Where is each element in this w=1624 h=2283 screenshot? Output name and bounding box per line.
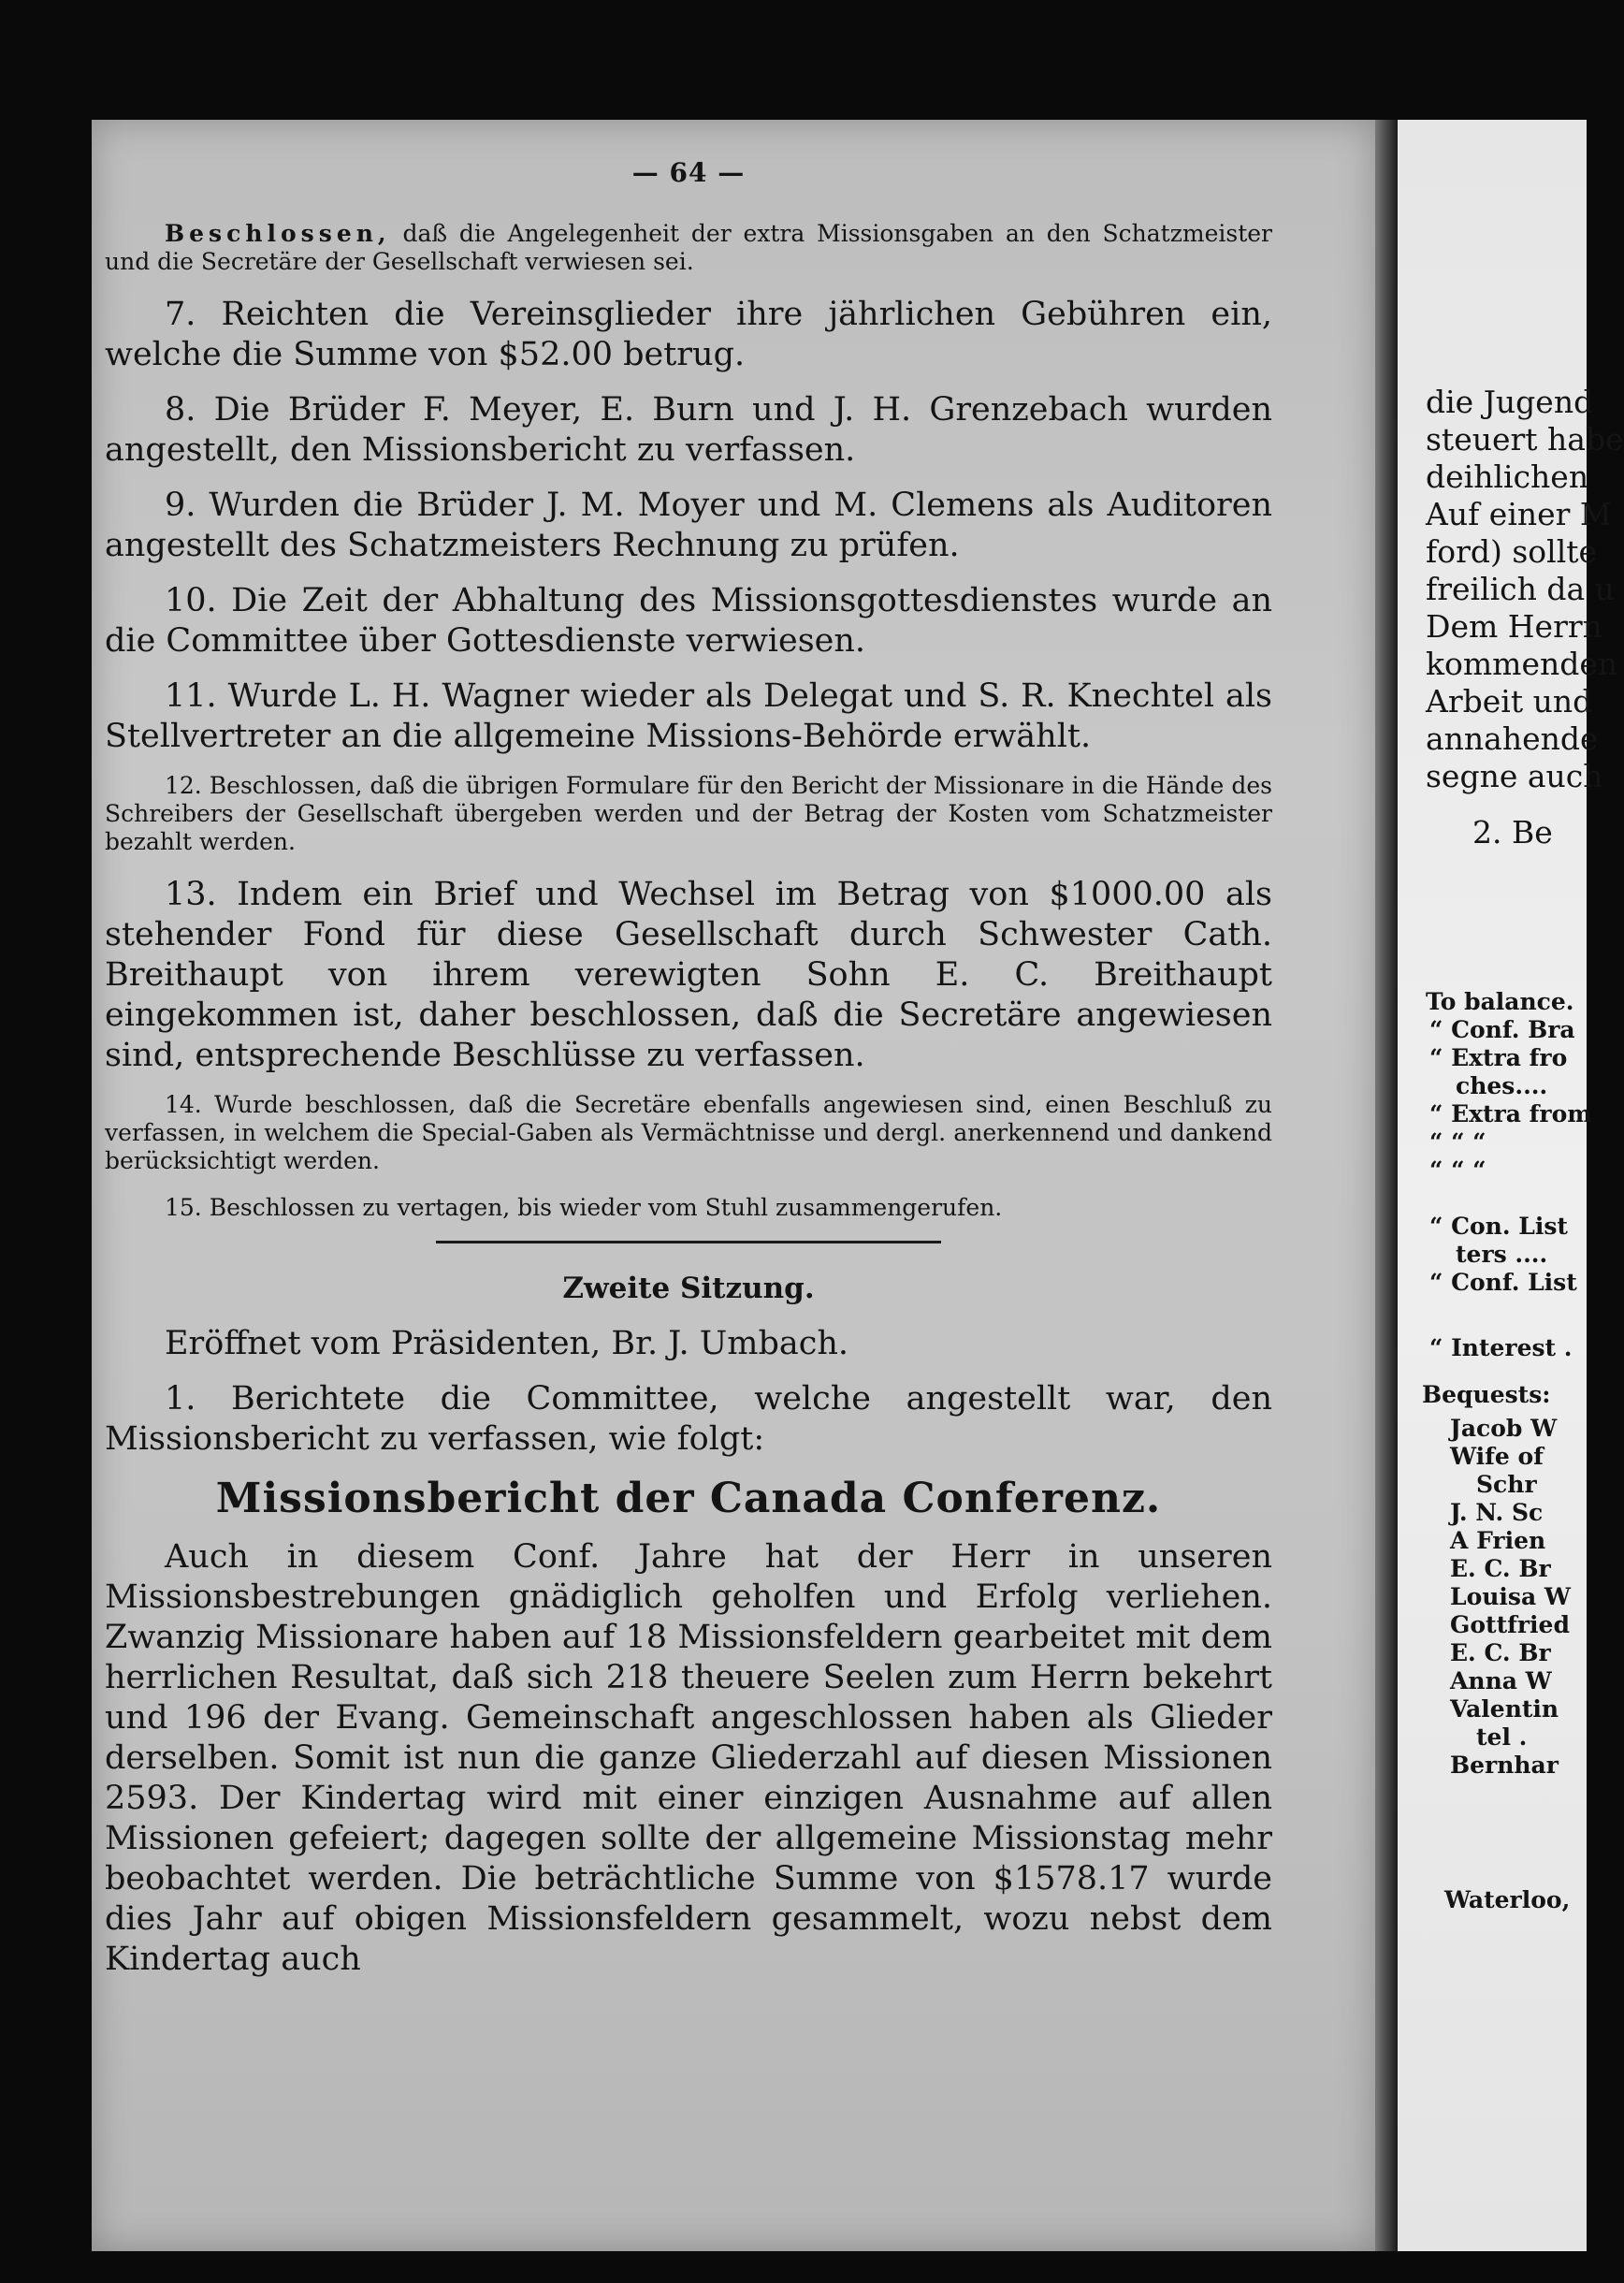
paragraph-14: 14. Wurde beschlossen, daß die Secretäre ebenfalls angewiesen sind, einen Beschluß zu verfassen, in welchem die Special-Gaben als Vermächtnisse und dergl. anerkennend und dankend berücksichtigt werden. [105,1091,1272,1174]
paragraph-7: 7. Reichten die Vereinsglieder ihre jährlichen Gebühren ein, welche die Summe von $52.00 betrug. [105,296,1272,373]
right-page-account-line: Gottfried [1450,1611,1570,1638]
right-page-account-line: “ Extra fro [1429,1044,1568,1071]
right-page-account-line: “ Interest . [1429,1334,1573,1361]
right-page-account-line: A Frien [1450,1527,1546,1554]
book-gutter [1375,120,1398,2251]
right-page-account-line: “ “ “ [1429,1128,1486,1156]
right-page-account-line: E. C. Br [1450,1639,1551,1666]
paragraph-resolution-missions [105,220,1272,276]
paragraph-15: 15. Beschlossen zu vertagen, bis wieder vom Stuhl zusammengerufen. [165,1194,1003,1221]
right-page-account-line: ches.... [1456,1072,1548,1099]
section-divider [436,1241,941,1243]
right-page-account-line: E. C. Br [1450,1555,1551,1582]
right-page-account-line: “ Con. List [1429,1213,1568,1240]
right-page-german-line: Arbeit und [1426,683,1593,720]
right-page-german-line: steuert habe [1426,421,1624,458]
right-page-account-line: “ “ “ [1429,1156,1486,1184]
right-page-account-line: “ Extra from [1429,1100,1592,1127]
right-page-account-line: Wife of [1450,1443,1544,1470]
right-page-account-line: “ Conf. List [1429,1269,1577,1296]
right-page-german-line: ford) sollte [1426,533,1598,570]
right-page-german-line: segne auch [1426,758,1603,794]
right-page-account-line: Jacob W [1450,1415,1558,1442]
paragraph-12: 12. Beschlossen, daß die übrigen Formulare für den Bericht der Missionare in die Hände des Schreibers der Gesellschaft übergeben werden und der Betrag der Kosten vom Schatzmeister bezahlt werden. [105,772,1272,855]
right-page-account-line: “ Conf. Bra [1429,1016,1575,1043]
right-page-account-line: Bernhar [1450,1752,1559,1779]
report-text: Auch in diesem Conf. Jahre hat der Herr in unseren Missionsbestrebungen gnädiglich geholfen und Erfolg verliehen. Zwanzig Missionare haben auf 18 Missionsfeldern gearbeitet mit dem herrlichen Resultat, daß sich 218 theuere Seelen zum Herrn bekehrt und 196 der Evang. Gemeinschaft angeschlossen haben als Glieder derselben. Somit ist nun die ganze Gliederzahl auf diesen Missionen 2593. Der Kindertag wird mit einer einzigen Ausnahme auf allen Missionen gefeiert; dagegen sollte der allgemeine Missionstag mehr beobachtet werden. Die beträchtliche Summe von $1578.17 wurde dies Jahr auf obigen Missionsfeldern gesammelt, wozu nebst dem Kindertag auch [105,1538,1272,1978]
right-page-german-line: kommenden [1426,646,1618,682]
right-page-german-line: annahende [1426,720,1599,757]
right-page-account-line: Waterloo, [1444,1886,1571,1913]
right-page-account-line: tel . [1476,1723,1528,1751]
paragraph-11: 11. Wurde L. H. Wagner wieder als Delegat und S. R. Knechtel als Stellvertreter an die allgemeine Missions-Behörde erwählt. [105,677,1272,755]
report-intro: 1. Berichtete die Committee, welche angestellt war, den Missionsbericht zu verfassen, wie folgt: [105,1380,1272,1458]
right-page-account-line: ters .... [1456,1241,1548,1268]
page-number: — 64 — [631,157,746,188]
paragraph-13: 13. Indem ein Brief und Wechsel im Betrag von $1000.00 als stehender Fond für diese Gesellschaft durch Schwester Cath. Breithaupt von ihrem verewigten Sohn E. C. Breithaupt eingekommen ist, daher beschlossen, daß die Secretäre angewiesen sind, entsprechende Beschlüsse zu verfassen. [105,876,1272,1074]
report-title: Missionsbericht der Canada Conferenz. [215,1475,1162,1522]
paragraph-lead: Beschlossen, [165,220,391,247]
right-page-account-line: Anna W [1450,1667,1552,1694]
right-page-german-line: Auf einer M [1426,496,1612,532]
paragraph-8: 8. Die Brüder F. Meyer, E. Burn und J. H. Grenzebach wurden angestellt, den Missionsbericht zu verfassen. [105,391,1272,469]
right-page-german-line: die Jugend [1426,384,1594,420]
opened-by-line: Eröffnet vom Präsidenten, Br. J. Umbach. [165,1325,849,1362]
paragraph-10: 10. Die Zeit der Abhaltung des Missionsgottesdienstes wurde an die Committee über Gottesdienste verwiesen. [105,582,1272,660]
right-page-account-line: Schr [1476,1471,1537,1498]
left-page-content [105,157,1272,1995]
right-page-account-line: Valentin [1450,1695,1559,1723]
session-heading: Zweite Sitzung. [562,1272,815,1305]
paragraph-text: daß die Angelegenheit der extra Missionsgaben an den Schatzmeister und die Secretäre der Gesellschaft verwiesen sei. [105,220,1272,275]
right-page-account-line: Bequests: [1422,1381,1551,1408]
paragraph-9: 9. Wurden die Brüder J. M. Moyer und M. Clemens als Auditoren angestellt des Schatzmeisters Rechnung zu prüfen. [105,487,1272,564]
right-page-account-line: To balance. [1426,988,1574,1015]
right-page-account-line: J. N. Sc [1450,1499,1544,1526]
right-page-account-line: Louisa W [1450,1583,1571,1610]
right-page-german-line: deihlichen [1426,458,1589,495]
right-page-german-line: freilich da u [1426,571,1615,607]
right-page [1398,120,1624,2251]
right-page-german-line: Dem Herrn [1426,608,1602,645]
right-page-german-line: 2. Be [1472,814,1553,851]
